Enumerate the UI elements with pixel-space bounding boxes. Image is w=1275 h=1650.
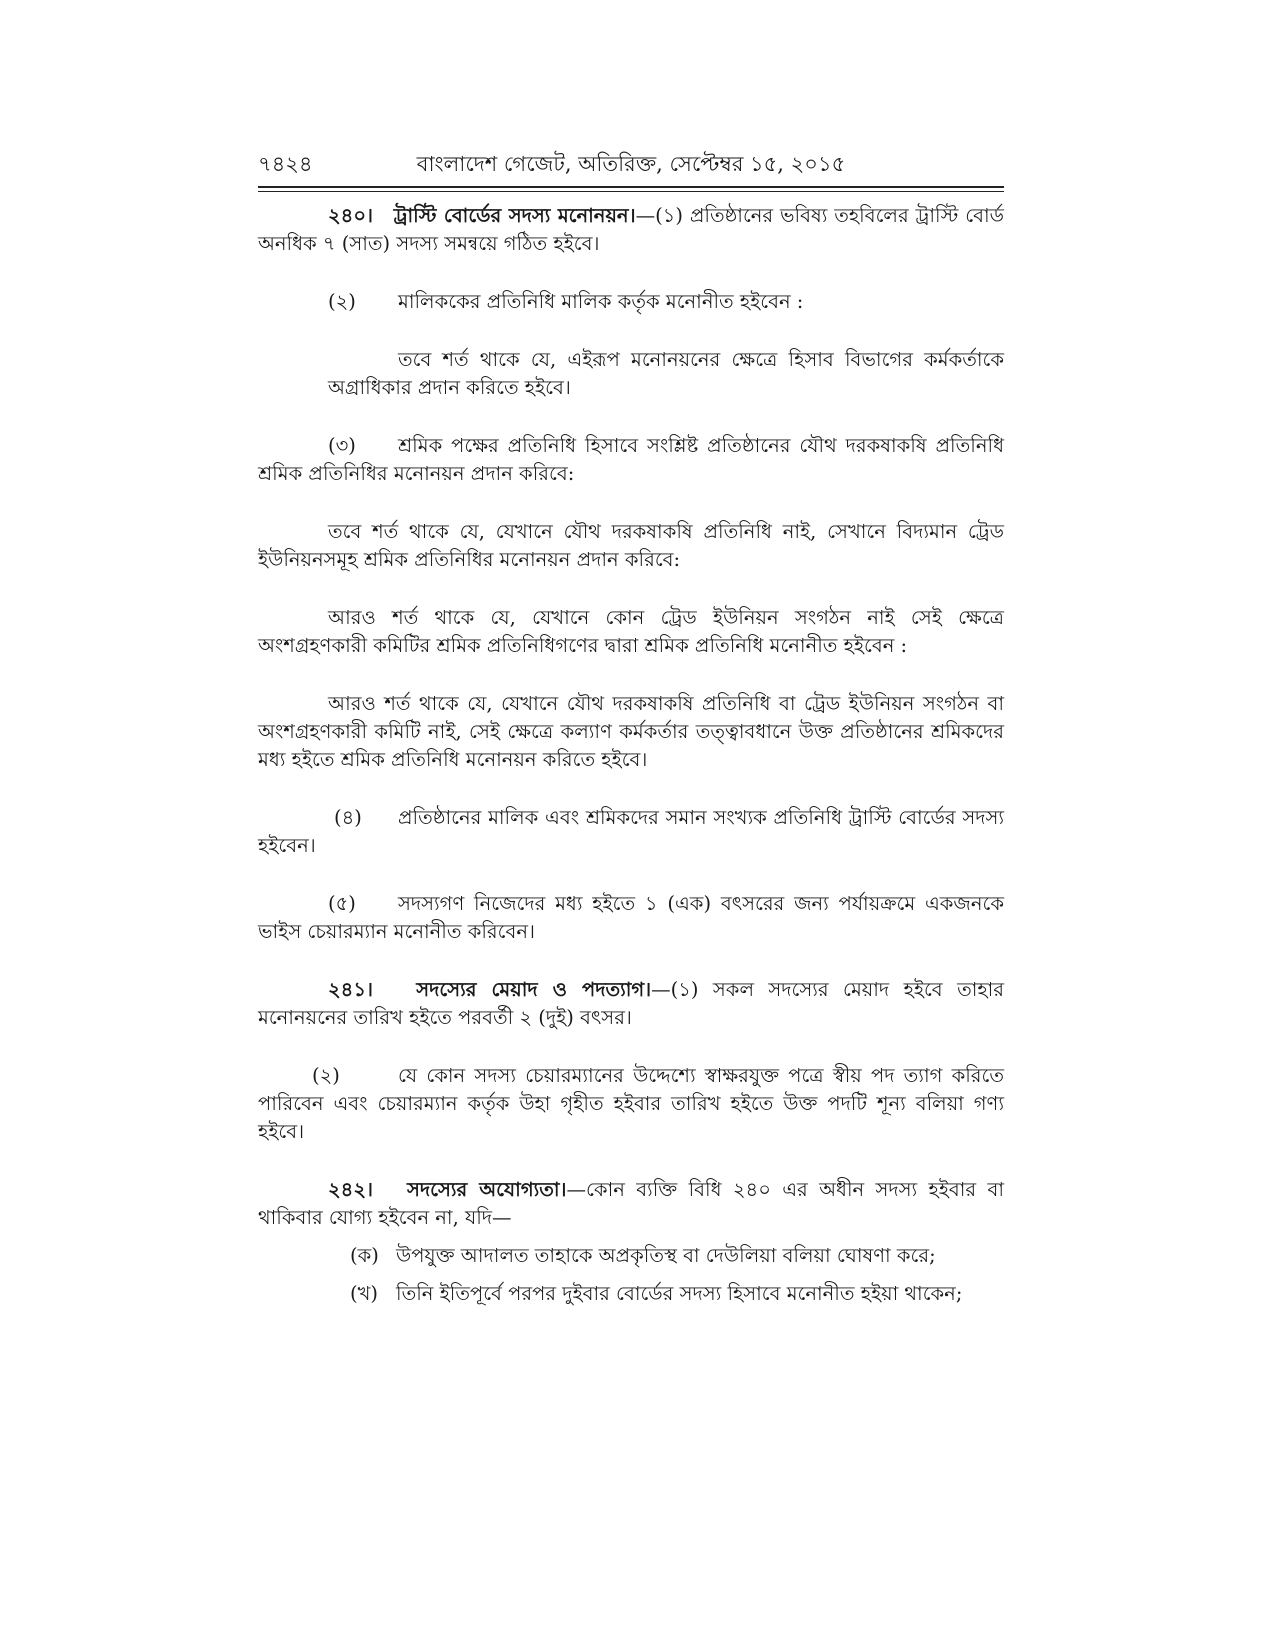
rule-242-item-ka: [258, 1242, 1004, 1270]
rule-240-number: ২৪০।: [328, 204, 373, 227]
rule-240-dash: —: [635, 204, 656, 227]
rule-240-sub-3-proviso-2: আরও শর্ত থাকে যে, যেখানে কোন ট্রেড ইউনিয়ন সংগঠন নাই সেই ক্ষেত্রে অংশগ্রহণকারী কমিটির শ্রমিক প্রতিনিধিগণের দ্বারা শ্রমিক প্রতিনিধি মনোনীত হইবেন :: [258, 606, 1004, 657]
rule-240-heading: ট্রাস্টি বোর্ডের সদস্য মনোনয়ন।: [393, 204, 636, 227]
rule-241-dash: —: [651, 978, 671, 1001]
rule-242-text: কোন ব্যক্তি বিধি ২৪০ এর অধীন সদস্য হইবার বা থাকিবার যোগ্য হইবেন না, যদি—: [258, 1178, 1004, 1229]
sub-5-text: সদস্যগণ নিজেদের মধ্য হইতে ১ (এক) বৎসরের জন্য পর্যায়ক্রমে একজনকে ভাইস চেয়ারম্যান মনোনীত করিবেন।: [258, 892, 1004, 943]
sub-2-text: মালিককের প্রতিনিধি মালিক কর্তৃক মনোনীত হইবেন :: [398, 290, 804, 313]
rule-240: [258, 202, 1004, 258]
rule-240-sub-4: [258, 804, 1004, 860]
sub-3-number: (৩): [328, 434, 356, 457]
rule-242-number: ২৪২।: [328, 1178, 373, 1201]
sub-5-number: (৫): [328, 892, 356, 915]
sub-2-number: (২): [328, 290, 356, 313]
item-ka-label: (ক): [350, 1244, 379, 1267]
rule-242-item-kha: [258, 1280, 1004, 1308]
rule-240-sub-3: [258, 432, 1004, 488]
gazette-title: বাংলাদেশ গেজেট, অতিরিক্ত, সেপ্টেম্বর ১৫, ২০১৫: [416, 152, 846, 176]
rule-241-sub-2: [258, 1062, 1004, 1146]
item-kha-text: তিনি ইতিপূর্বে পরপর দুইবার বোর্ডের সদস্য হিসাবে মনোনীত হইয়া থাকেন;: [396, 1282, 963, 1305]
rule-241-text: (১) সকল সদস্যের মেয়াদ হইবে তাহার মনোনয়নের তারিখ হইতে পরবর্তী ২ (দুই) বৎসর।: [258, 978, 1004, 1029]
item-ka-text: উপযুক্ত আদালত তাহাকে অপ্রকৃতিস্থ বা দেউলিয়া বলিয়া ঘোষণা করে;: [396, 1244, 936, 1267]
rule-240-text: (১) প্রতিষ্ঠানের ভবিষ্য তহবিলের ট্রাস্টি বোর্ড অনধিক ৭ (সাত) সদস্য সমন্বয়ে গঠিত হইবে।: [258, 204, 1004, 255]
rule-240-sub-2: [258, 288, 1004, 316]
rule-241-heading: সদস্যের মেয়াদ ও পদত্যাগ।: [416, 978, 652, 1001]
sub-4-number: (৪): [334, 806, 362, 829]
rule-241-sub-2-number: (২): [312, 1064, 340, 1087]
sub-4-text: প্রতিষ্ঠানের মালিক এবং শ্রমিকদের সমান সংখ্যক প্রতিনিধি ট্রাস্টি বোর্ডের সদস্য হইবেন।: [258, 806, 1004, 857]
rule-240-sub-3-proviso-1: তবে শর্ত থাকে যে, যেখানে যৌথ দরকষাকষি প্রতিনিধি নাই, সেখানে বিদ্যমান ট্রেড ইউনিয়নসমূহ শ্রমিক প্রতিনিধির মনোনয়ন প্রদান করিবে:: [258, 520, 1004, 571]
page-number: ৭৪২৪: [258, 152, 313, 176]
item-kha-label: (খ): [350, 1282, 379, 1305]
page-header: [258, 148, 1004, 182]
header-double-rule: [258, 186, 1004, 192]
rule-240-sub-5: [258, 890, 1004, 946]
rule-240-sub-2-proviso: তবে শর্ত থাকে যে, এইরূপ মনোনয়নের ক্ষেত্রে হিসাব বিভাগের কর্মকর্তাকে অগ্রাধিকার প্রদান করিতে হইবে।: [328, 348, 1004, 399]
sub-3-text: শ্রমিক পক্ষের প্রতিনিধি হিসাবে সংশ্লিষ্ট প্রতিষ্ঠানের যৌথ দরকষাকষি প্রতিনিধি শ্রমিক প্রতিনিধির মনোনয়ন প্রদান করিবে:: [258, 434, 1004, 485]
rule-241-sub-2-text: যে কোন সদস্য চেয়ারম্যানের উদ্দেশ্যে স্বাক্ষরযুক্ত পত্রে স্বীয় পদ ত্যাগ করিতে পারিবেন এবং চেয়ারম্যান কর্তৃক উহা গৃহীত হইবার তারিখ হইতে উক্ত পদটি শূন্য বলিয়া গণ্য হইবে।: [258, 1064, 1004, 1143]
gazette-page: [258, 148, 1004, 1308]
rule-242-dash: —: [566, 1178, 587, 1201]
rule-241: [258, 976, 1004, 1032]
rule-241-number: ২৪১।: [328, 978, 373, 1001]
rule-242: [258, 1176, 1004, 1232]
rule-242-heading: সদস্যের অযোগ্যতা।: [407, 1178, 567, 1201]
rule-240-sub-3-proviso-3: আরও শর্ত থাকে যে, যেখানে যৌথ দরকষাকষি প্রতিনিধি বা ট্রেড ইউনিয়ন সংগঠন বা অংশগ্রহণকারী কমিটি নাই, সেই ক্ষেত্রে কল্যাণ কর্মকর্তার তত্ত্বাবধানে উক্ত প্রতিষ্ঠানের শ্রমিকদের মধ্য হইতে শ্রমিক প্রতিনিধি মনোনয়ন করিতে হইবে।: [258, 692, 1004, 771]
